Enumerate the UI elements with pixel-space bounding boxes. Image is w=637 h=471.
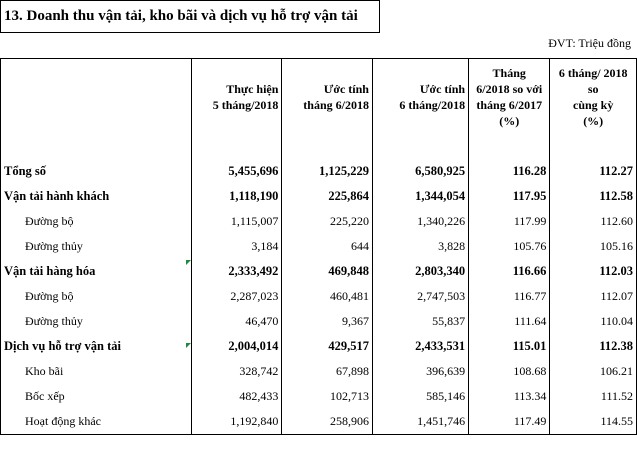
header-text: 6/2018 so với [476, 81, 543, 96]
value-cell: 2,333,492 [191, 259, 282, 284]
row-label: Đường thủy [1, 234, 192, 259]
cell-comment-marker [186, 343, 191, 348]
header-text: (%) [499, 113, 520, 128]
header-text: cùng kỳ [573, 97, 614, 112]
row-label: Đường thủy [1, 309, 192, 334]
value-cell: 117.95 [469, 184, 550, 209]
value-cell: 116.28 [469, 159, 550, 184]
spacer-row [1, 134, 637, 159]
table-row [1, 334, 637, 359]
value-cell: 3,828 [372, 234, 468, 259]
row-label: Dịch vụ hỗ trợ vận tải [1, 334, 192, 359]
value-cell: 55,837 [372, 309, 468, 334]
table-row [1, 309, 637, 334]
value-cell: 5,455,696 [191, 159, 282, 184]
value-cell: 117.49 [469, 409, 550, 435]
unit-label: ĐVT: Triệu đồng [548, 36, 631, 50]
value-cell: 1,115,007 [191, 209, 282, 234]
value-cell: 429,517 [282, 334, 373, 359]
row-label: Hoạt động khác [1, 409, 192, 435]
header-text: Tháng [492, 65, 526, 80]
value-cell: 469,848 [282, 259, 373, 284]
value-cell: 112.27 [550, 159, 637, 184]
value-cell: 2,803,340 [372, 259, 468, 284]
header-cell-june-yoy [469, 59, 550, 135]
header-cell-label [1, 59, 192, 135]
header-text: Thực hiện [226, 81, 279, 96]
header-text: tháng 6/2017 [476, 97, 543, 112]
row-label: Kho bãi [1, 359, 192, 384]
value-cell: 258,906 [282, 409, 373, 435]
header-row [1, 59, 637, 135]
value-cell: 112.60 [550, 209, 637, 234]
table-row [1, 409, 637, 435]
value-cell: 108.68 [469, 359, 550, 384]
header-cell-5-months [191, 59, 282, 135]
value-cell: 482,433 [191, 384, 282, 409]
header-text: tháng 6/2018 [303, 97, 369, 112]
table-row [1, 259, 637, 284]
value-cell: 46,470 [191, 309, 282, 334]
table-row [1, 159, 637, 184]
header-text: Ước tính [419, 81, 466, 96]
revenue-table [0, 58, 637, 435]
header-text: 6 tháng/ 2018 [558, 65, 628, 80]
value-cell: 112.07 [550, 284, 637, 309]
value-cell: 1,340,226 [372, 209, 468, 234]
value-cell: 2,004,014 [191, 334, 282, 359]
table-title: 13. Doanh thu vận tải, kho bãi và dịch vụ hỗ trợ vận tải [0, 0, 380, 33]
value-cell: 112.38 [550, 334, 637, 359]
table-row [1, 359, 637, 384]
table-row [1, 234, 637, 259]
value-cell: 111.64 [469, 309, 550, 334]
value-cell: 114.55 [550, 409, 637, 435]
value-cell: 102,713 [282, 384, 373, 409]
value-cell: 117.99 [469, 209, 550, 234]
value-cell: 1,192,840 [191, 409, 282, 435]
table-row [1, 184, 637, 209]
table-row [1, 284, 637, 309]
value-cell: 1,451,746 [372, 409, 468, 435]
value-cell: 644 [282, 234, 373, 259]
value-cell: 105.76 [469, 234, 550, 259]
row-label: Vận tải hành khách [1, 184, 192, 209]
value-cell: 585,146 [372, 384, 468, 409]
header-cell-6-months-yoy [550, 59, 637, 135]
value-cell: 113.34 [469, 384, 550, 409]
header-text: 5 tháng/2018 [212, 97, 279, 112]
value-cell: 2,747,503 [372, 284, 468, 309]
value-cell: 105.16 [550, 234, 637, 259]
cell-comment-marker [186, 260, 191, 265]
value-cell: 110.04 [550, 309, 637, 334]
value-cell: 225,864 [282, 184, 373, 209]
header-text: 6 tháng/2018 [399, 97, 466, 112]
value-cell: 2,433,531 [372, 334, 468, 359]
value-cell: 328,742 [191, 359, 282, 384]
value-cell: 6,580,925 [372, 159, 468, 184]
table-row [1, 384, 637, 409]
value-cell: 111.52 [550, 384, 637, 409]
header-text: Ước tính [323, 81, 369, 96]
value-cell: 1,125,229 [282, 159, 373, 184]
value-cell: 115.01 [469, 334, 550, 359]
row-label: Vận tải hàng hóa [1, 259, 192, 284]
value-cell: 112.03 [550, 259, 637, 284]
value-cell: 3,184 [191, 234, 282, 259]
value-cell: 116.66 [469, 259, 550, 284]
header-text: so [587, 81, 599, 96]
header-text: (%) [583, 113, 604, 128]
value-cell: 1,344,054 [372, 184, 468, 209]
value-cell: 396,639 [372, 359, 468, 384]
header-cell-june-estimate [282, 59, 373, 135]
value-cell: 112.58 [550, 184, 637, 209]
row-label: Đường bộ [1, 209, 192, 234]
value-cell: 2,287,023 [191, 284, 282, 309]
value-cell: 67,898 [282, 359, 373, 384]
value-cell: 225,220 [282, 209, 373, 234]
value-cell: 1,118,190 [191, 184, 282, 209]
header-cell-6-months-estimate [372, 59, 468, 135]
value-cell: 9,367 [282, 309, 373, 334]
row-label: Bốc xếp [1, 384, 192, 409]
value-cell: 106.21 [550, 359, 637, 384]
row-label: Đường bộ [1, 284, 192, 309]
table-row [1, 209, 637, 234]
value-cell: 460,481 [282, 284, 373, 309]
value-cell: 116.77 [469, 284, 550, 309]
row-label: Tổng số [1, 159, 192, 184]
